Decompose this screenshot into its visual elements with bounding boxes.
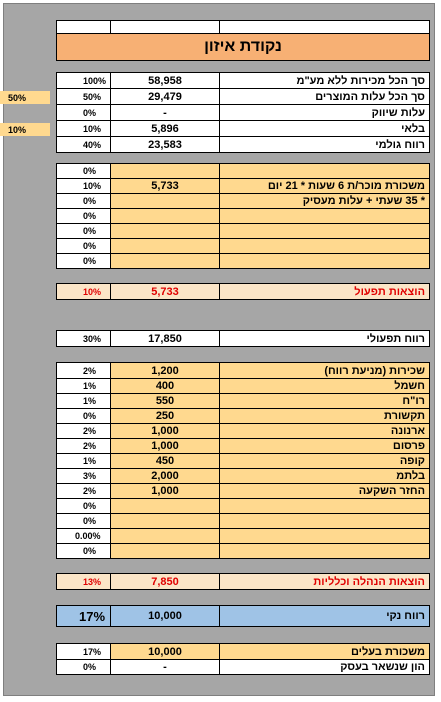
table-row[interactable]: [56, 89, 430, 105]
label-cell[interactable]: [220, 254, 430, 268]
label-cell[interactable]: רווח תפעולי: [220, 331, 430, 346]
value-cell[interactable]: [111, 209, 220, 223]
table-row[interactable]: [56, 454, 430, 469]
table-row[interactable]: [56, 137, 430, 153]
pct-cell[interactable]: 0.00%: [56, 529, 111, 543]
label-cell[interactable]: [220, 209, 430, 223]
top-blank-row: [56, 20, 430, 34]
table-row[interactable]: [56, 105, 430, 121]
pct-cell[interactable]: 0%: [56, 499, 111, 513]
value-cell[interactable]: 1,200: [111, 363, 220, 378]
label-cell[interactable]: [220, 224, 430, 238]
table-row[interactable]: [56, 529, 430, 544]
value-cell[interactable]: 29,479: [111, 89, 220, 104]
table-row[interactable]: [56, 362, 430, 379]
value-cell[interactable]: 1,000: [111, 439, 220, 453]
pct-cell[interactable]: 0%: [56, 254, 111, 268]
table-row[interactable]: [56, 179, 430, 194]
value-cell[interactable]: 23,583: [111, 137, 220, 152]
admin-block: [56, 362, 430, 559]
label-cell[interactable]: קופה: [220, 454, 430, 468]
label-cell[interactable]: רווח גולמי: [220, 137, 430, 152]
pct-cell[interactable]: 0%: [56, 544, 111, 558]
value-cell[interactable]: 1,000: [111, 484, 220, 498]
pct-cell[interactable]: 3%: [56, 469, 111, 483]
table-row[interactable]: [56, 643, 430, 660]
owners-block: [56, 643, 430, 675]
value-cell[interactable]: [111, 254, 220, 268]
value-cell[interactable]: 450: [111, 454, 220, 468]
label-cell[interactable]: שכירות (מניעת רווח): [220, 363, 430, 378]
pct-cell[interactable]: 1%: [56, 394, 111, 408]
table-row[interactable]: [56, 439, 430, 454]
summary-block: [56, 72, 430, 153]
page-title: נקודת איזון: [56, 33, 430, 61]
value-cell[interactable]: [111, 164, 220, 178]
pct-cell[interactable]: 0%: [56, 194, 111, 208]
label-cell[interactable]: [220, 164, 430, 178]
pct-cell[interactable]: 50%: [56, 89, 111, 104]
table-row[interactable]: [56, 409, 430, 424]
label-cell[interactable]: * 35 שעתי + עלות מעסיק: [220, 194, 430, 208]
value-cell[interactable]: 2,000: [111, 469, 220, 483]
label-cell[interactable]: הוצאות תפעול: [220, 284, 430, 299]
value-cell[interactable]: 10,000: [111, 606, 220, 626]
side-pad-wear[interactable]: 10%: [0, 123, 50, 136]
value-cell[interactable]: 17,850: [111, 331, 220, 346]
pct-cell[interactable]: 0%: [56, 164, 111, 178]
operating-profit-block: [56, 330, 430, 347]
table-row[interactable]: [56, 239, 430, 254]
value-cell[interactable]: 550: [111, 394, 220, 408]
pct-cell[interactable]: 0%: [56, 209, 111, 223]
admin-total-block: [56, 573, 430, 590]
value-cell[interactable]: -: [111, 660, 220, 674]
value-cell[interactable]: 250: [111, 409, 220, 423]
label-cell[interactable]: הון שנשאר בעסק: [220, 660, 430, 674]
table-row[interactable]: [56, 379, 430, 394]
label-cell[interactable]: סך הכל עלות המוצרים: [220, 89, 430, 104]
value-cell[interactable]: [111, 514, 220, 528]
pct-cell[interactable]: 0%: [56, 239, 111, 253]
label-cell[interactable]: תקשורת: [220, 409, 430, 423]
pct-cell[interactable]: 17%: [56, 606, 111, 626]
table-row[interactable]: [56, 605, 430, 627]
label-cell[interactable]: רווח נקי: [220, 606, 430, 626]
value-cell[interactable]: 10,000: [111, 644, 220, 659]
label-cell[interactable]: עלות שיווק: [220, 105, 430, 120]
table-row[interactable]: [56, 330, 430, 347]
pct-cell[interactable]: 10%: [56, 284, 111, 299]
value-cell[interactable]: 5,896: [111, 121, 220, 136]
pct-cell[interactable]: 40%: [56, 137, 111, 152]
value-cell[interactable]: 58,958: [111, 73, 220, 88]
label-cell[interactable]: [220, 514, 430, 528]
table-row[interactable]: [56, 254, 430, 269]
pct-cell[interactable]: 0%: [56, 660, 111, 674]
value-cell[interactable]: 5,733: [111, 179, 220, 193]
table-row[interactable]: [56, 484, 430, 499]
label-cell[interactable]: רו"ח: [220, 394, 430, 408]
pct-cell[interactable]: 100%: [56, 73, 111, 88]
table-row[interactable]: [56, 283, 430, 300]
value-cell[interactable]: 7,850: [111, 574, 220, 589]
table-row[interactable]: [56, 194, 430, 209]
label-cell[interactable]: [220, 544, 430, 558]
operating-total-block: [56, 283, 430, 300]
label-cell[interactable]: [220, 239, 430, 253]
table-row[interactable]: [56, 163, 430, 179]
pct-cell[interactable]: 17%: [56, 644, 111, 659]
pct-cell[interactable]: 1%: [56, 379, 111, 393]
label-cell[interactable]: משכורת בעלים: [220, 644, 430, 659]
pct-cell[interactable]: 0%: [56, 409, 111, 423]
pct-cell[interactable]: 0%: [56, 224, 111, 238]
operating-block: [56, 163, 430, 269]
value-cell[interactable]: 5,733: [111, 284, 220, 299]
table-row[interactable]: [56, 394, 430, 409]
label-cell[interactable]: בלתמ: [220, 469, 430, 483]
table-row[interactable]: [56, 660, 430, 675]
value-cell[interactable]: [111, 194, 220, 208]
label-cell[interactable]: סך הכל מכירות ללא מע"מ: [220, 73, 430, 88]
table-row[interactable]: [56, 209, 430, 224]
table-row[interactable]: [56, 544, 430, 559]
pct-cell[interactable]: 2%: [56, 439, 111, 453]
value-cell[interactable]: 1,000: [111, 424, 220, 438]
table-row[interactable]: [56, 573, 430, 590]
pct-cell[interactable]: 0%: [56, 514, 111, 528]
value-cell[interactable]: [111, 239, 220, 253]
pct-cell[interactable]: 2%: [56, 424, 111, 438]
label-cell[interactable]: [220, 529, 430, 543]
label-cell[interactable]: החזר השקעה: [220, 484, 430, 498]
value-cell[interactable]: [111, 499, 220, 513]
side-pad-products[interactable]: 50%: [0, 91, 50, 104]
value-cell[interactable]: -: [111, 105, 220, 120]
value-cell[interactable]: [111, 529, 220, 543]
table-row[interactable]: [56, 224, 430, 239]
table-row[interactable]: [56, 514, 430, 529]
pct-cell[interactable]: 30%: [56, 331, 111, 346]
net-profit-block: [56, 605, 430, 627]
label-cell[interactable]: פרסום: [220, 439, 430, 453]
table-row[interactable]: [56, 469, 430, 484]
pct-cell[interactable]: 13%: [56, 574, 111, 589]
label-cell[interactable]: משכורת מוכר/ת 6 שעות * 21 יום: [220, 179, 430, 193]
label-cell[interactable]: בלאי: [220, 121, 430, 136]
pct-cell[interactable]: 10%: [56, 121, 111, 136]
table-row[interactable]: [56, 499, 430, 514]
pct-cell[interactable]: 1%: [56, 454, 111, 468]
label-cell[interactable]: ארנונה: [220, 424, 430, 438]
value-cell[interactable]: 400: [111, 379, 220, 393]
pct-cell[interactable]: 10%: [56, 179, 111, 193]
value-cell[interactable]: [111, 224, 220, 238]
table-row[interactable]: [56, 72, 430, 89]
label-cell[interactable]: [220, 499, 430, 513]
pct-cell[interactable]: 2%: [56, 484, 111, 498]
label-cell[interactable]: חשמל: [220, 379, 430, 393]
table-row[interactable]: [56, 121, 430, 137]
pct-cell[interactable]: 2%: [56, 363, 111, 378]
pct-cell[interactable]: 0%: [56, 105, 111, 120]
value-cell[interactable]: [111, 544, 220, 558]
label-cell[interactable]: הוצאות הנהלה וכלליות: [220, 574, 430, 589]
table-row[interactable]: [56, 424, 430, 439]
